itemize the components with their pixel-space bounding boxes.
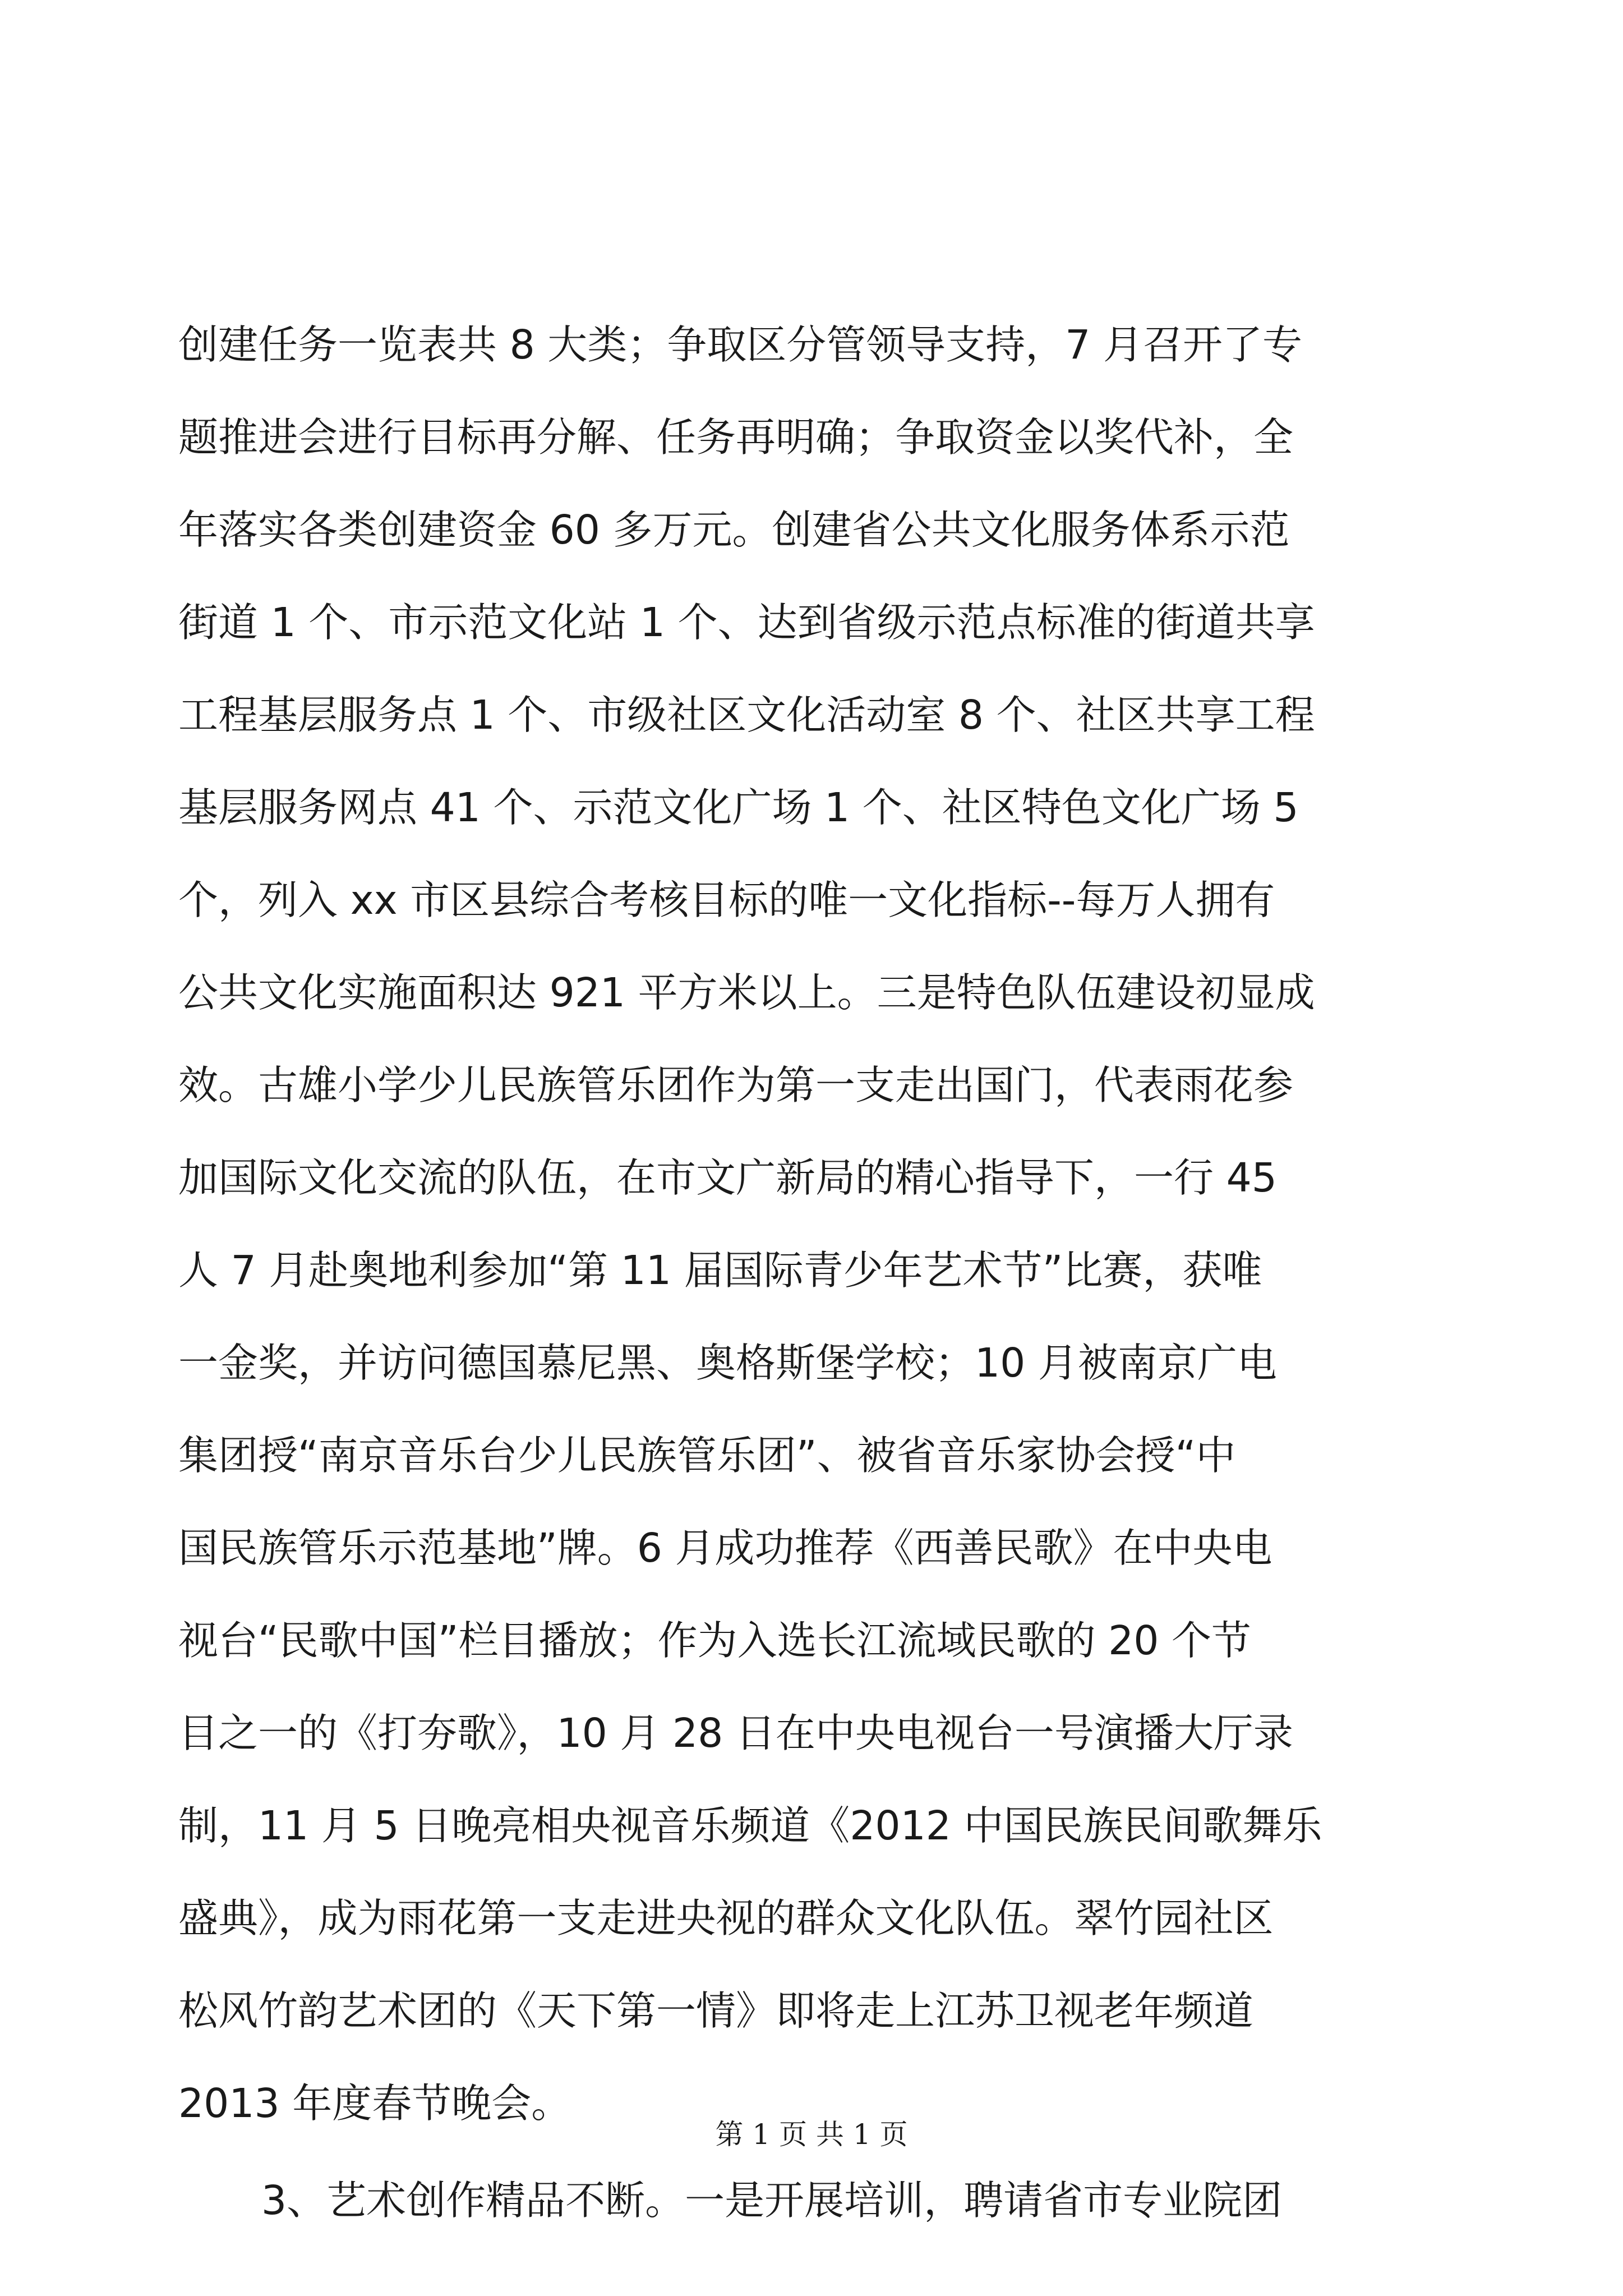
text-line: 题推进会进行目标再分解、任务再明确；争取资金以奖代补，全 <box>178 414 1294 461</box>
text-line: 创建任务一览表共 8 大类；争取区分管领导支持，7 月召开了专 <box>178 321 1303 368</box>
text-line: 制，11 月 5 日晚亮相央视音乐频道《2012 中国民族民间歌舞乐 <box>178 1802 1322 1849</box>
text-line: 人 7 月赴奥地利参加“第 11 届国际青少年艺术节”比赛，获唯 <box>178 1247 1262 1294</box>
text-line: 个，列入 xx 市区县综合考核目标的唯一文化指标--每万人拥有 <box>178 877 1275 923</box>
text-line: 松风竹韵艺术团的《天下第一情》即将走上江苏卫视老年频道 <box>178 1987 1254 2034</box>
text-line: 街道 1 个、市示范文化站 1 个、达到省级示范点标准的街道共享 <box>178 599 1315 646</box>
text-line: 公共文化实施面积达 921 平方米以上。三是特色队伍建设初显成 <box>178 969 1315 1016</box>
text-line: 工程基层服务点 1 个、市级社区文化活动室 8 个、社区共享工程 <box>178 692 1315 738</box>
text-line: 效。古雄小学少儿民族管乐团作为第一支走出国门，代表雨花参 <box>178 1062 1294 1108</box>
text-line: 加国际文化交流的队伍，在市文广新局的精心指导下，一行 45 <box>178 1154 1277 1201</box>
text-line: 基层服务网点 41 个、示范文化广场 1 个、社区特色文化广场 5 <box>178 784 1299 831</box>
page-footer: 第 1 页 共 1 页 <box>715 2118 908 2151</box>
text-line: 盛典》，成为雨花第一支走进央视的群众文化队伍。翠竹园社区 <box>178 1895 1274 1941</box>
text-line: 年落实各类创建资金 60 多万元。创建省公共文化服务体系示范 <box>178 507 1290 553</box>
text-line: 目之一的《打夯歌》，10 月 28 日在中央电视台一号演播大厅录 <box>178 1710 1293 1756</box>
text-line: 一金奖，并访问德国慕尼黑、奥格斯堡学校；10 月被南京广电 <box>178 1340 1277 1386</box>
text-line: 视台“民歌中国”栏目播放；作为入选长江流域民歌的 20 个节 <box>178 1617 1252 1664</box>
text-line: 国民族管乐示范基地”牌。6 月成功推荐《西善民歌》在中央电 <box>178 1525 1272 1571</box>
text-line: 2013 年度春节晚会。 <box>178 2080 571 2127</box>
paragraph-first-line: 3、艺术创作精品不断。一是开展培训，聘请省市专业院团 <box>261 2177 1283 2224</box>
text-line: 集团授“南京音乐台少儿民族管乐团”、被省音乐家协会授“中 <box>178 1432 1236 1479</box>
